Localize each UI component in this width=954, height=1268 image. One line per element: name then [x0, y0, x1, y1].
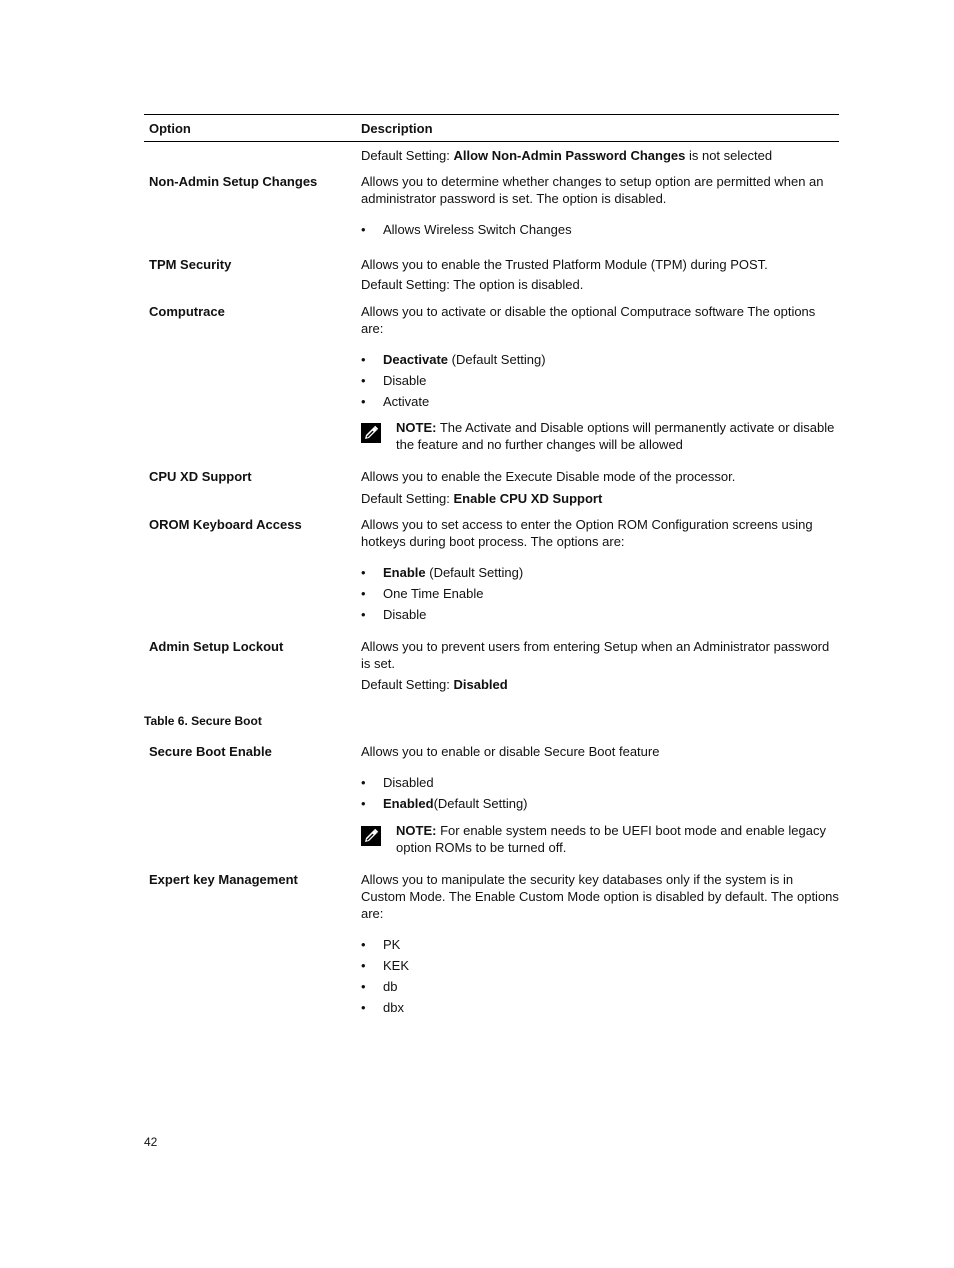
option-description: Allows you to determine whether changes to setup option are permitted when an administrator password is set. The option is disabled. [361, 174, 824, 206]
default-setting-line: Default Setting: The option is disabled. [361, 277, 584, 292]
default-setting-line: Default Setting: Allow Non-Admin Password Changes is not selected [361, 148, 773, 163]
list-item: • Deactivate (Default Setting) [361, 352, 546, 367]
option-description: Allows you to set access to enter the Option ROM Configuration screens using hotkeys during boot process. The options are: [361, 517, 813, 549]
table-caption: Table 6. Secure Boot [144, 714, 262, 728]
table-row [144, 256, 839, 293]
note-text: NOTE: For enable system needs to be UEFI boot mode and enable legacy option ROMs to be turned off. [396, 823, 826, 855]
option-name: Secure Boot Enable [149, 744, 272, 759]
note-block [361, 822, 839, 856]
table-row [144, 516, 839, 627]
option-name: Admin Setup Lockout [149, 639, 284, 654]
list-item: • Enable (Default Setting) [361, 565, 524, 580]
table-row [144, 303, 839, 453]
list-item: • dbx [361, 1000, 404, 1015]
description-column-header: Description [361, 121, 433, 136]
option-name: Expert key Management [149, 872, 298, 887]
bullet-list [361, 936, 839, 1020]
table-row [144, 147, 839, 164]
option-name: CPU XD Support [149, 469, 252, 484]
list-item: • Activate [361, 394, 430, 409]
list-item: • Disable [361, 373, 427, 388]
pencil-note-icon [361, 423, 381, 443]
option-description: Allows you to prevent users from entering Setup when an Administrator password is set. [361, 639, 830, 671]
bullet-list [361, 351, 839, 414]
table-row [144, 638, 839, 693]
option-description: Allows you to enable the Trusted Platform Module (TPM) during POST. [361, 257, 768, 272]
list-item: • KEK [361, 958, 410, 973]
note-block [361, 419, 839, 453]
table-header [144, 114, 839, 142]
default-setting-line: Default Setting: Enable CPU XD Support [361, 491, 603, 506]
table-row [144, 871, 839, 1020]
option-name: TPM Security [149, 257, 232, 272]
bullet-list [361, 564, 839, 627]
option-name: OROM Keyboard Access [149, 517, 302, 532]
list-item: • One Time Enable [361, 586, 484, 601]
bullet-list [361, 774, 839, 816]
note-text: NOTE: The Activate and Disable options will permanently activate or disable the feature and no further changes will be allowed [396, 420, 835, 452]
list-item: • db [361, 979, 398, 994]
table-row [144, 173, 839, 242]
list-item: • Disable [361, 607, 427, 622]
list-item: • Disabled [361, 775, 434, 790]
option-name: Computrace [149, 304, 225, 319]
pencil-note-icon [361, 826, 381, 846]
option-description: Allows you to manipulate the security key databases only if the system is in Custom Mode. The Enable Custom Mode option is disabled by default. The options are: [361, 872, 839, 921]
default-setting-line: Default Setting: Disabled [361, 677, 508, 692]
table-row [144, 468, 839, 507]
list-item: • PK [361, 937, 401, 952]
option-description: Allows you to activate or disable the optional Computrace software The options are: [361, 304, 816, 336]
option-description: Allows you to enable or disable Secure Boot feature [361, 744, 660, 759]
bullet-list [361, 221, 839, 242]
page-number: 42 [144, 1135, 158, 1149]
table-row [144, 743, 839, 856]
list-item: • Allows Wireless Switch Changes [361, 222, 572, 237]
option-description: Allows you to enable the Execute Disable mode of the processor. [361, 469, 736, 484]
option-column-header: Option [149, 121, 191, 136]
document-page [144, 114, 839, 1020]
list-item: • Enabled(Default Setting) [361, 796, 528, 811]
option-name: Non-Admin Setup Changes [149, 174, 318, 189]
